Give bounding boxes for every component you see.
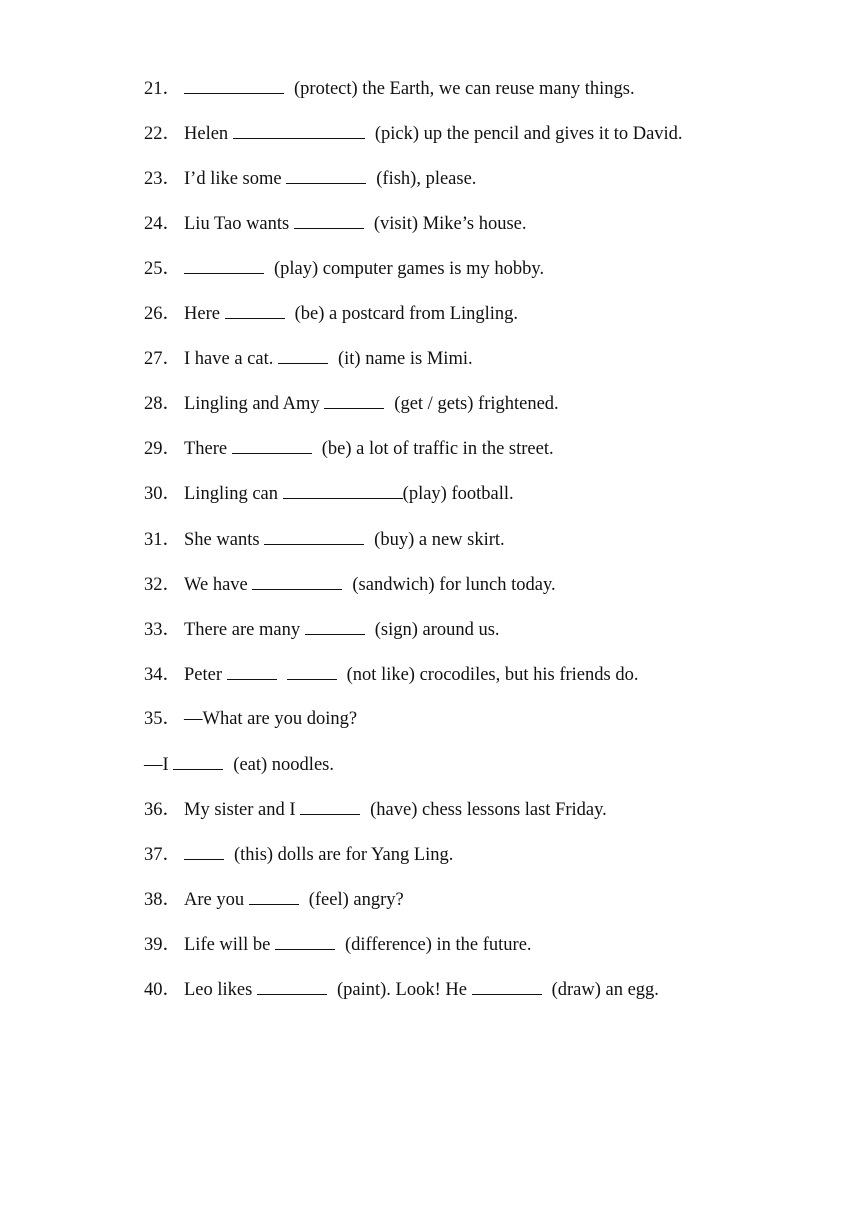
question-number: 31．	[144, 529, 182, 550]
exercise-item	[144, 976, 659, 1002]
question-text: Life will be	[184, 934, 275, 955]
question-number: 34．	[144, 664, 182, 685]
question-number: 22．	[144, 124, 182, 145]
question-text: (pick) up the pencil and gives it to David.	[374, 124, 683, 145]
question-text: My sister and I	[184, 799, 301, 820]
question-text: We have	[184, 574, 253, 595]
exercise-item	[144, 435, 554, 461]
exercise-item	[144, 120, 683, 146]
question-text: (protect) the Earth, we can reuse many things.	[294, 79, 635, 99]
question-number: 28．	[144, 394, 182, 415]
question-text: Lingling can	[184, 484, 283, 505]
question-text: (visit) Mike’s house.	[373, 214, 527, 235]
exercise-item	[144, 661, 638, 687]
question-number: 30．	[144, 484, 182, 505]
question-text: —I	[144, 754, 174, 775]
question-text: I have a cat.	[184, 349, 278, 370]
question-text: (get / gets) frightened.	[394, 394, 559, 415]
answer-blank[interactable]	[225, 300, 285, 319]
question-text: (feel) angry?	[308, 889, 404, 910]
answer-blank[interactable]	[184, 255, 264, 274]
question-text: (be) a lot of traffic in the street.	[321, 439, 554, 460]
question-text: (sandwich) for lunch today.	[352, 574, 556, 595]
answer-blank[interactable]	[184, 841, 224, 860]
question-number: 33．	[144, 619, 182, 640]
answer-blank[interactable]	[294, 210, 364, 229]
question-number: 35．	[144, 708, 182, 729]
question-text: (not like) crocodiles, but his friends do.	[346, 664, 639, 685]
exercise-item	[144, 480, 514, 506]
question-text: (difference) in the future.	[344, 934, 532, 955]
question-number: 24．	[144, 214, 182, 235]
question-text: Here	[184, 304, 225, 325]
question-number: 40．	[144, 980, 182, 1000]
exercise-item	[144, 706, 357, 732]
exercise-item	[144, 571, 556, 597]
exercise-item	[144, 165, 476, 191]
question-text: There	[184, 439, 232, 460]
answer-blank[interactable]	[275, 931, 335, 950]
question-text: (buy) a new skirt.	[374, 529, 505, 550]
question-number: 26．	[144, 304, 182, 325]
question-text: (eat) noodles.	[233, 754, 334, 775]
question-text: (have) chess lessons last Friday.	[370, 799, 607, 820]
answer-blank[interactable]	[264, 526, 364, 545]
answer-blank[interactable]	[173, 751, 223, 770]
question-number: 32．	[144, 574, 182, 595]
answer-blank[interactable]	[249, 886, 299, 905]
question-text: (play) computer games is my hobby.	[274, 259, 545, 280]
question-text: Leo likes	[184, 980, 257, 1000]
question-number: 25．	[144, 259, 182, 280]
exercise-item	[144, 210, 527, 236]
question-number: 29．	[144, 439, 182, 460]
answer-blank[interactable]	[324, 390, 384, 409]
question-text: There are many	[184, 619, 305, 640]
exercise-item	[144, 841, 453, 867]
exercise-item	[144, 931, 532, 957]
answer-blank[interactable]	[252, 571, 342, 590]
exercise-item	[144, 886, 404, 912]
question-number: 23．	[144, 169, 182, 190]
exercise-item	[144, 255, 544, 281]
answer-blank[interactable]	[257, 976, 327, 995]
question-number: 37．	[144, 844, 182, 865]
question-text: (it) name is Mimi.	[337, 349, 473, 370]
answer-blank[interactable]	[283, 480, 403, 499]
exercise-item	[144, 345, 473, 371]
question-number: 38．	[144, 889, 182, 910]
question-number: 39．	[144, 934, 182, 955]
exercise-item	[144, 390, 559, 416]
answer-blank[interactable]	[227, 661, 277, 680]
question-text: (fish), please.	[376, 169, 477, 190]
answer-blank[interactable]	[232, 435, 312, 454]
question-text: Helen	[184, 124, 233, 145]
answer-blank[interactable]	[278, 345, 328, 364]
question-number: 21．	[144, 79, 182, 99]
question-text: —What are you doing?	[184, 708, 358, 729]
question-text: (paint). Look! He	[336, 980, 472, 1000]
exercise-item	[144, 75, 635, 101]
question-text: She wants	[184, 529, 265, 550]
question-text: Peter	[184, 664, 227, 685]
question-number: 27．	[144, 349, 182, 370]
question-text: (sign) around us.	[374, 619, 500, 640]
dialog-line	[144, 751, 334, 777]
answer-blank[interactable]	[287, 661, 337, 680]
question-text: Are you	[184, 889, 249, 910]
answer-blank[interactable]	[184, 75, 284, 94]
question-text: (play) football.	[402, 484, 514, 505]
exercise-item	[144, 796, 607, 822]
exercise-item	[144, 616, 500, 642]
answer-blank[interactable]	[305, 616, 365, 635]
answer-blank[interactable]	[233, 120, 365, 139]
question-text: Lingling and Amy	[184, 394, 325, 415]
question-number: 36．	[144, 799, 182, 820]
question-text: (draw) an egg.	[551, 980, 659, 1000]
question-text: Liu Tao wants	[184, 214, 294, 235]
answer-blank[interactable]	[286, 165, 366, 184]
question-text: (be) a postcard from Lingling.	[294, 304, 519, 325]
question-text: I’d like some	[184, 169, 287, 190]
answer-blank[interactable]	[300, 796, 360, 815]
question-text: (this) dolls are for Yang Ling.	[234, 844, 454, 865]
exercise-item	[144, 526, 505, 552]
exercise-item	[144, 300, 518, 326]
answer-blank[interactable]	[472, 976, 542, 995]
